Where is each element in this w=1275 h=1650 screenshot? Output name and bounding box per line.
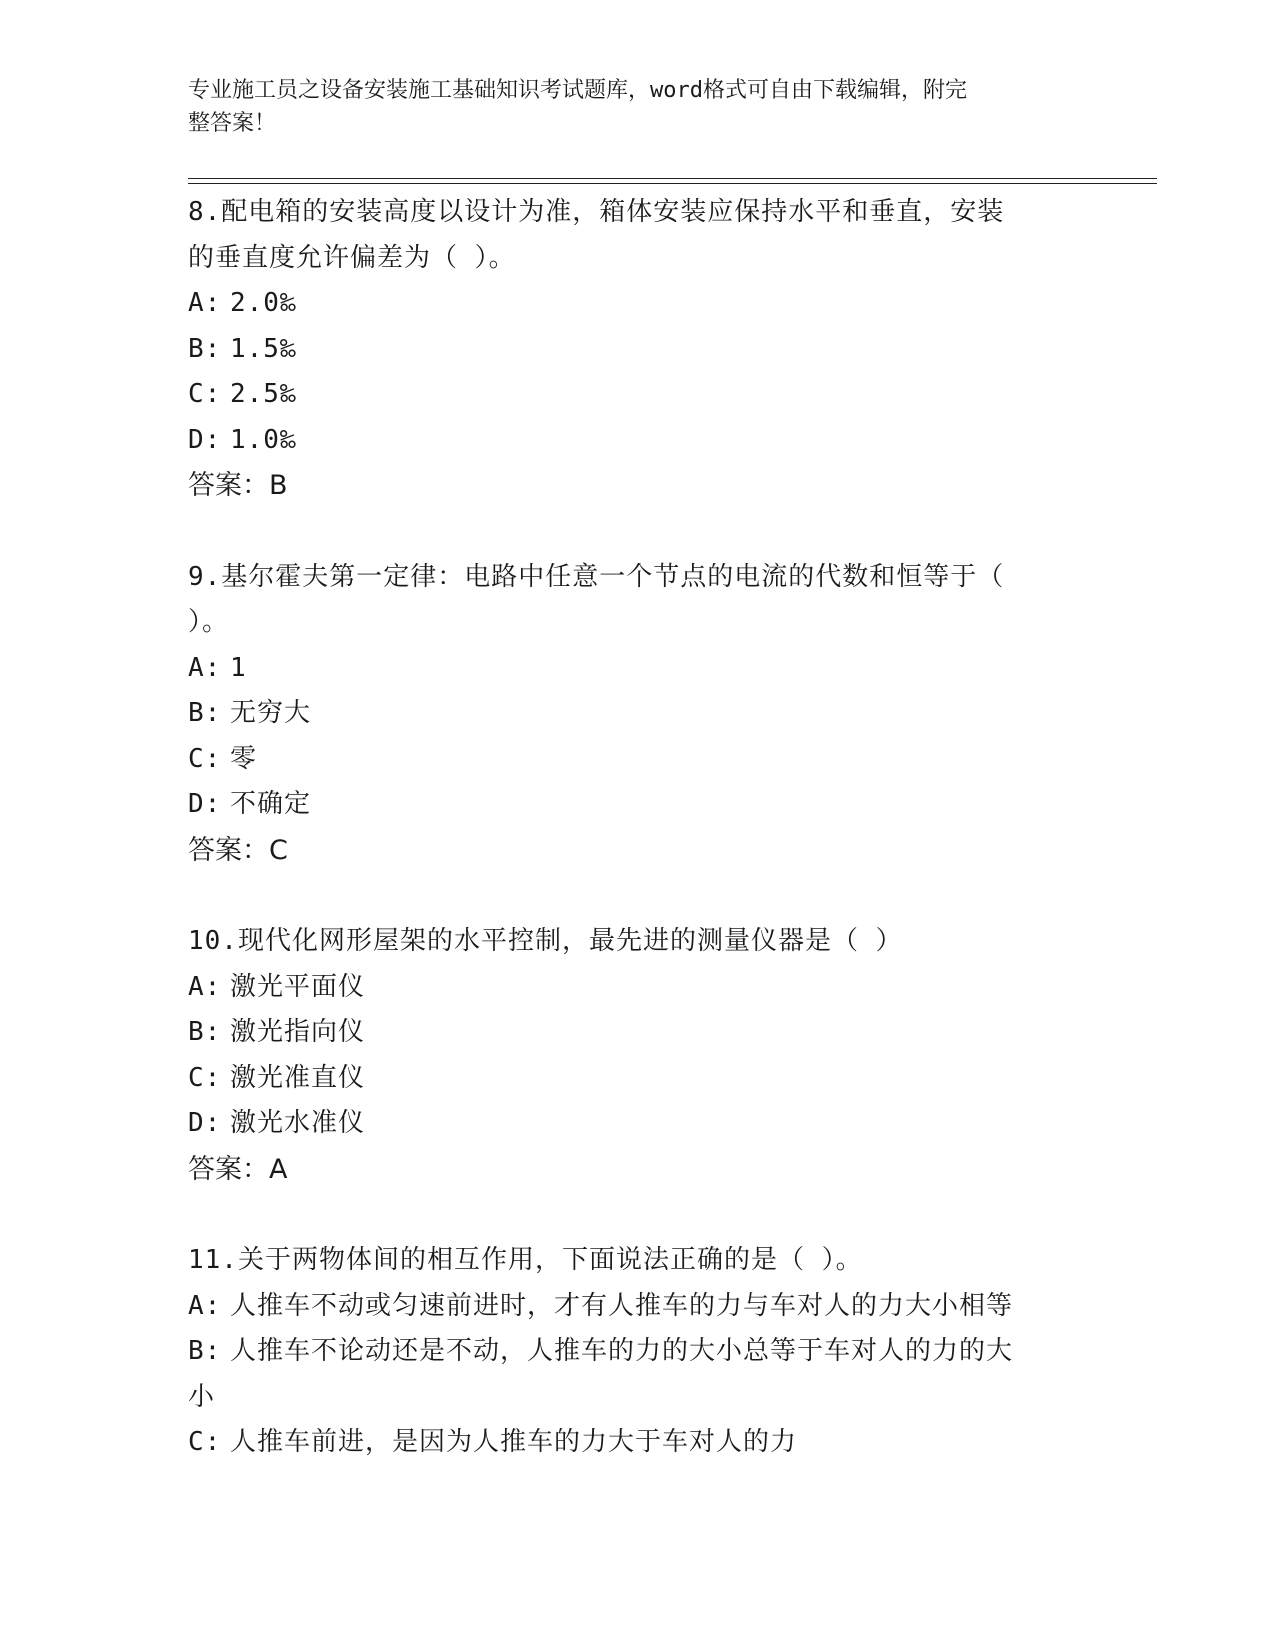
option-text: 零 [230, 743, 258, 774]
answer-line: 答案：C [188, 834, 288, 866]
option-text: 1 [230, 652, 247, 683]
option-text: 激光平面仪 [230, 971, 366, 1002]
header-divider-bottom [188, 183, 1157, 184]
option-a [188, 646, 1088, 692]
question-text-line: 的垂直度允许偏差为（ ）。 [188, 242, 516, 273]
option-b [188, 1010, 1088, 1056]
question-8 [188, 190, 1088, 509]
header-divider-top [188, 178, 1157, 179]
header-line-2: 整答案！ [188, 111, 277, 136]
option-a [188, 281, 1088, 327]
option-letter: B: [188, 1336, 222, 1366]
option-d [188, 1101, 1088, 1147]
question-10 [188, 919, 1088, 1192]
option-text: 激光水准仪 [230, 1108, 366, 1138]
option-d [188, 418, 1088, 464]
question-text-line: 11.关于两物体间的相互作用，下面说法正确的是（ ）。 [188, 1245, 863, 1275]
option-b-continued: 小 [188, 1381, 216, 1412]
question-9 [188, 555, 1088, 874]
option-text: 人推车不动或匀速前进时，才有人推车的力与车对人的力大小相等 [230, 1290, 1014, 1321]
option-letter: B: [188, 698, 222, 728]
option-letter: C: [188, 1062, 222, 1093]
option-letter: B: [188, 1017, 222, 1047]
option-d [188, 782, 1088, 828]
option-b [188, 691, 1088, 737]
option-letter: C: [188, 1427, 222, 1457]
header-line-1: 专业施工员之设备安装施工基础知识考试题库，word格式可自由下载编辑，附完 [188, 78, 967, 103]
option-text: 1.5‰ [230, 333, 297, 364]
question-gap [188, 1192, 1088, 1238]
option-b [188, 1329, 1088, 1375]
option-text: 激光准直仪 [230, 1062, 366, 1093]
option-text: 不确定 [230, 789, 312, 819]
document-header [188, 74, 1068, 140]
question-11 [188, 1238, 1088, 1466]
option-text: 1.0‰ [230, 424, 297, 455]
option-b [188, 327, 1088, 373]
option-letter: A: [188, 288, 222, 318]
option-text: 人推车不论动还是不动，人推车的力的大小总等于车对人的力的大 [230, 1336, 1014, 1366]
answer-line: 答案：B [188, 470, 288, 501]
question-text-line: ）。 [188, 607, 230, 637]
option-letter: D: [188, 1108, 222, 1138]
option-text: 激光指向仪 [230, 1017, 366, 1047]
question-gap [188, 873, 1088, 919]
question-text-line: 8.配电箱的安装高度以设计为准，箱体安装应保持水平和垂直，安装 [188, 197, 1005, 227]
option-text: 2.5‰ [230, 379, 297, 409]
option-c [188, 1420, 1088, 1466]
answer-line: 答案：A [188, 1153, 288, 1185]
option-c [188, 737, 1088, 783]
question-text-line: 9.基尔霍夫第一定律：电路中任意一个节点的电流的代数和恒等于（ [188, 561, 1005, 592]
question-text-line: 10.现代化网形屋架的水平控制，最先进的测量仪器是（ ） [188, 926, 903, 956]
option-letter: A: [188, 971, 222, 1002]
question-list [188, 190, 1088, 1466]
question-gap [188, 509, 1088, 555]
option-letter: A: [188, 652, 222, 683]
option-a [188, 1284, 1088, 1330]
option-letter: C: [188, 743, 222, 774]
option-c [188, 1056, 1088, 1102]
option-text: 人推车前进，是因为人推车的力大于车对人的力 [230, 1427, 798, 1457]
option-text: 2.0‰ [230, 288, 297, 318]
option-letter: A: [188, 1290, 222, 1321]
option-letter: B: [188, 333, 222, 364]
option-letter: C: [188, 379, 222, 409]
option-letter: D: [188, 789, 222, 819]
option-text: 无穷大 [230, 698, 312, 728]
option-c [188, 372, 1088, 418]
option-a [188, 965, 1088, 1011]
option-letter: D: [188, 424, 222, 455]
